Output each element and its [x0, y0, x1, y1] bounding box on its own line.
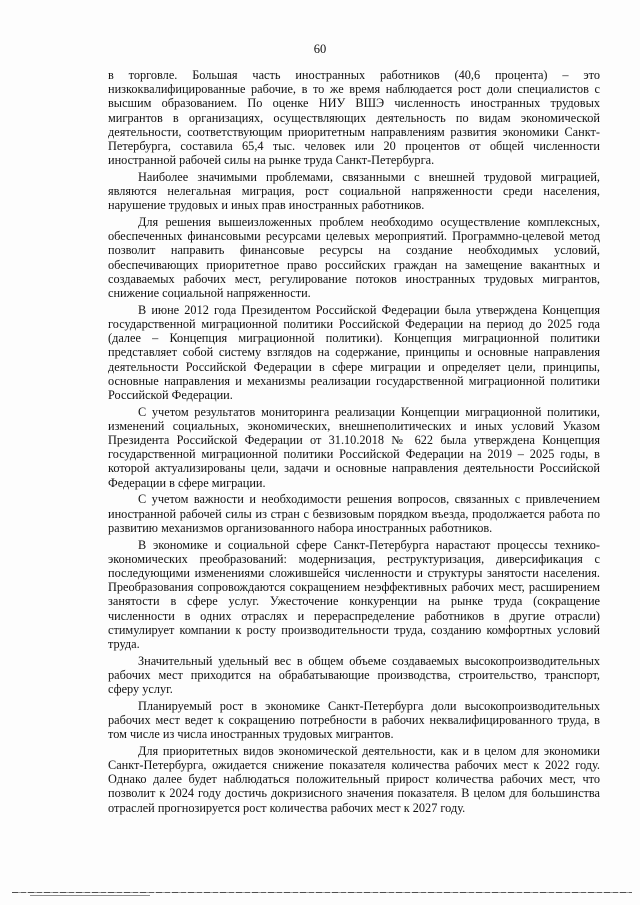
paragraph: Значительный удельный вес в общем объеме создаваемых высокопроизводительных рабочих мест приходится на обрабатывающие производства, строительство, транспорт, сферу услуг.	[108, 653, 600, 697]
scan-edge-line	[30, 895, 150, 896]
paragraph: В июне 2012 года Президентом Российской Федерации была утверждена Концепция государственной миграционной политики Российской Федерации на период до 2025 года (далее – Концепция миграционной политики). Концепция миграционной политики представляет собой систему взглядов на содержание, принципы и основные направления деятельности Российской Федерации в сфере миграции и определяет цели, принципы, основные направления и механизмы реализации государственной миграционной политики Российской Федерации.	[108, 302, 600, 402]
paragraph: В экономике и социальной сфере Санкт-Петербурга нарастают процессы технико-экономических преобразований: модернизация, реструктуризация, диверсификация с последующими изменениями сложившейся численности и структуры занятости населения. Преобразования сопровождаются сокращением неэффективных рабочих мест, расширением занятости в сфере услуг. Ужесточение конкуренции на рынке труда (сокращение численности в одних отраслях и перераспределение работников в другие отрасли) стимулирует компании к росту производительности труда, созданию комфортных условий труда.	[108, 537, 600, 651]
page-number: 60	[313, 42, 327, 56]
scan-edge-line	[12, 892, 632, 893]
document-body	[108, 68, 600, 817]
paragraph: Планируемый рост в экономике Санкт-Петербурга доли высокопроизводительных рабочих мест ведет к сокращению потребности в рабочих неквалифицированного труда, в том числе из числа иностранных трудовых мигрантов.	[108, 698, 600, 742]
paragraph: С учетом важности и необходимости решения вопросов, связанных с привлечением иностранной рабочей силы из стран с безвизовым порядком въезда, продолжается работа по развитию механизмов организованного набора иностранных работников.	[108, 492, 600, 535]
paragraph: Наиболее значимыми проблемами, связанными с внешней трудовой миграцией, являются нелегальная миграция, рост социальной напряженности среди населения, нарушение трудовых и иных прав иностранных работников.	[108, 169, 600, 213]
paragraph: Для приоритетных видов экономической деятельности, как и в целом для экономики Санкт-Петербурга, ожидается снижение показателя количества рабочих мест к 2022 году. Однако далее будет наблюдаться положительный прирост количества рабочих мест, что позволит к 2024 году достичь докризисного значения показателя. В целом для большинства отраслей прогнозируется рост количества рабочих мест к 2027 году.	[108, 743, 600, 815]
paragraph: Для решения вышеизложенных проблем необходимо осуществление комплексных, обеспеченных финансовыми ресурсами целевых мероприятий. Программно-целевой метод позволит направить финансовые ресурсы на создание необходимых условий, обеспечивающих приоритетное право российских граждан на замещение вакантных и создаваемых рабочих мест, регулирование потоков иностранных трудовых мигрантов, снижение социальной напряженности.	[108, 215, 600, 301]
paragraph: в торговле. Большая часть иностранных работников (40,6 процента) – это низкоквалифицированные рабочие, в то же время наблюдается рост доли специалистов с высшим образованием. По оценке НИУ ВШЭ численность иностранных трудовых мигрантов в организациях, осуществляющих деятельность по видам экономической деятельности, соответствующим приоритетным направлениям развития экономики Санкт-Петербурга, составила 65,4 тыс. человек или 20 процентов от общей численности иностранной рабочей силы на рынке труда Санкт-Петербурга.	[108, 68, 600, 168]
paragraph: С учетом результатов мониторинга реализации Концепции миграционной политики, изменений социальных, экономических, внешнеполитических и иных условий Указом Президента Российской Федерации от 31.10.2018 № 622 была утверждена Концепция государственной миграционной политики Российской Федерации на 2019 – 2025 годы, в которой актуализированы цели, задачи и основные направления деятельности Российской Федерации в сфере миграции.	[108, 404, 600, 490]
